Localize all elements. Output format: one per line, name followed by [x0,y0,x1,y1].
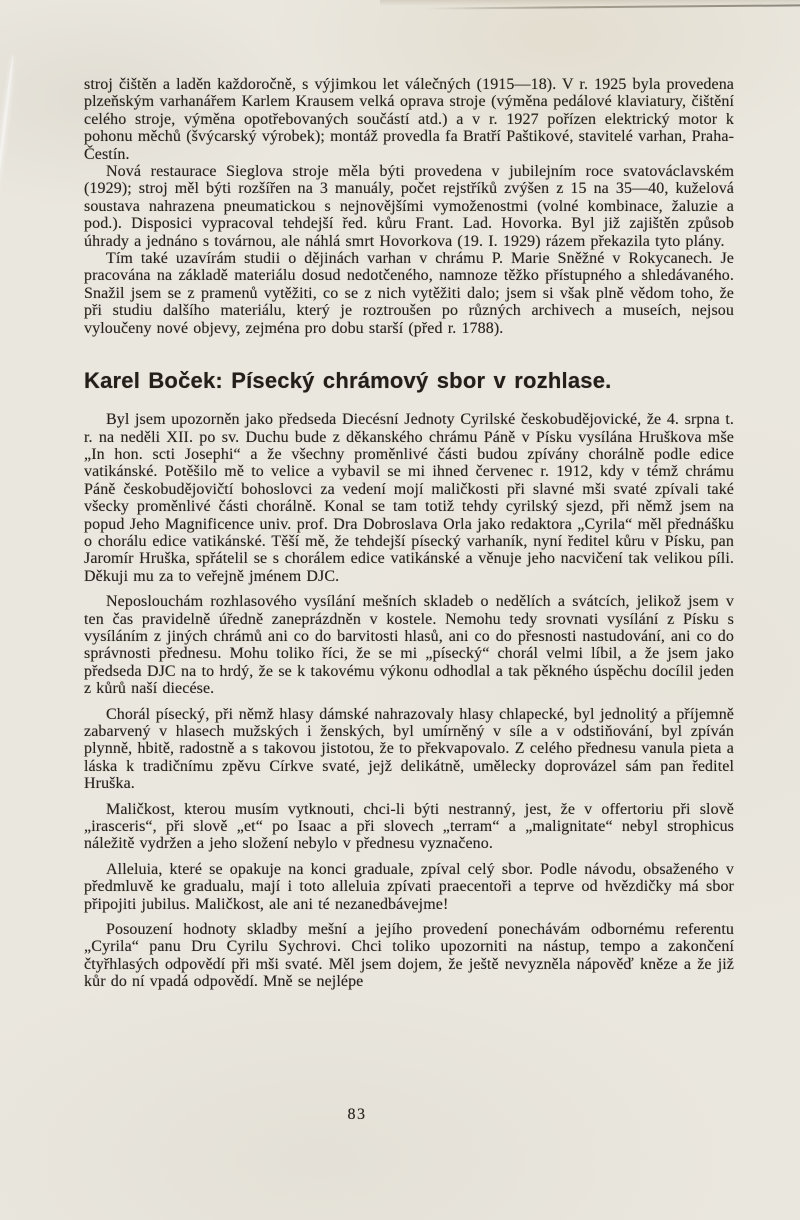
paper-crease [0,55,15,194]
text-block [84,76,734,991]
body-paragraph: Tím také uzavírám studii o dějinách varhan v chrámu P. Marie Sněžné v Rokycanech. Je pracována na základě materiálu dosud nedotčeného, namnoze těžko přístupného a shledávaného. Snažil jsem se z pramenů vytěžiti, co se z nich vytěžiti dalo; jsem si však plně vědom toho, že při studiu dalšího materiálu, který je roztroušen po různých archivech a museích, nejsou vyloučeny nové objevy, zejména pro dobu starší (před r. 1788). [84,250,734,337]
article-paragraph: Chorál písecký, při němž hlasy dámské nahrazovaly hlasy chlapecké, byl jednolitý a příjemně zabarvený v hlasech mužských i ženských, byl umírněný v síle a v odstiňování, byl zpíván plynně, hbitě, radostně a s takovou jistotou, že to překvapovalo. Z celého přednesu vanula pieta a láska k tradičnímu zpěvu Církve svaté, jejž delikátně, umělecky doprovázel sám pan ředitel Hruška. [84,705,734,793]
article-paragraph: Neposlouchám rozhlasového vysílání mešních skladeb o nedělích a svátcích, jelikož jsem v ten čas pravidelně úředně zaneprázdněn v kostele. Nemohu tedy srovnati vysílání z Písku s vysíláním z jiných chrámů ani co do barvitosti hlasů, ani co do přesnosti nastudování, ani co do správnosti přednesu. Mohu toliko říci, že se mi „písecký“ chorál velmi líbil, a že jsem jako předseda DJC na to hrdý, že se k takovému výkonu odhodlal a tak pěkného úspěchu docílil jeden z kůrů naší diecése. [84,593,734,698]
previous-article-continuation [84,76,734,337]
article-body [84,411,734,991]
page-number: 83 [347,1106,367,1123]
body-paragraph: stroj čištěn a laděn každoročně, s výjimkou let válečných (1915—18). V r. 1925 byla provedena plzeňským varhanářem Karlem Krausem velká oprava stroje (výměna pedálové klaviatury, čištění celého stroje, výměna opotřebovaných součástí atd.) a v r. 1927 pořízen elektrický motor k pohonu měchů (švýcarský výrobek); montáž provedla fa Bratří Paštikové, stavitelé varhan, Praha-Čestín. [84,76,734,163]
article-paragraph: Byl jsem upozorněn jako předseda Diecésní Jednoty Cyrilské českobudějovické, že 4. srpna t. r. na neděli XII. po sv. Duchu bude z děkanského chrámu Páně v Písku vysílána Hruškova mše „In hon. scti Josephi“ a že všechny proměnlivé části budou zpívány chorálně podle edice vatikánské. Potěšilo mě to velice a vybavil se mi ihned červenec r. 1912, kdy v témž chrámu Páně českobudějovičtí bohoslovci za vedení mojí maličkosti při slavné mši svaté zpívali také všecky proměnlivé části chorálně. Konal se tam totiž tehdy cyrilský sjezd, při němž jsem na popud Jeho Magnificence univ. prof. Dra Dobroslava Orla jako redaktora „Cyrila“ měl přednášku o chorálu edice vatikánské. Těší mě, že tehdejší písecký varhaník, nyní ředitel kůru v Písku, pan Jaromír Hruška, spřátelil se s chorálem edice vatikánské a věnuje jeho nacvičení tak velikou píli. Děkuji mu za to veřejně jménem DJC. [84,411,734,585]
article-paragraph: Maličkost, kterou musím vytknouti, chci-li býti nestranný, jest, že v offertoriu při slově „irasceris“, při slově „et“ po Isaac a při slovech „terram“ a „malignitate“ nebyl strophicus náležitě vydržen a jeho složení nebylo v přednesu vyznačeno. [84,800,734,853]
body-paragraph: Nová restaurace Sieglova stroje měla býti provedena v jubilejním roce svatováclavském (1929); stroj měl býti rozšířen na 3 manuály, počet rejstříků zvýšen z 15 na 35—40, kuželová soustava nahrazena pneumatickou s nejnovějšími vymoženostmi (volné kombinace, žaluzie a pod.). Disposici vypracoval tehdejší řed. kůru Frant. Lad. Hovorka. Byl již zajištěn způsob úhrady a jednáno s továrnou, ale náhlá smrt Hovorkova (19. I. 1929) rázem překazila tyto plány. [84,163,734,250]
article-heading: Karel Boček: Písecký chrámový sbor v rozhlase. [84,368,612,394]
article-paragraph: Alleluia, které se opakuje na konci graduale, zpíval celý sbor. Podle návodu, obsaženého v předmluvě ke gradualu, mají i toto alleluia zpívati praecentoři a teprve od hvězdičky má sbor připojiti jubilus. Maličkost, ale ani té nezanedbávejme! [84,860,734,913]
article-paragraph: Posouzení hodnoty skladby mešní a jejího provedení ponechávám odbornému referentu „Cyrila“ panu Dru Cyrilu Sychrovi. Chci toliko upozorniti na nástup, tempo a zakončení čtyřhlasých odpovědí při mši svaté. Měl jsem dojem, že ještě nevyzněla nápověď kněze a že již kůr do ní vpadá odpovědí. Mně se nejlépe [84,921,734,991]
